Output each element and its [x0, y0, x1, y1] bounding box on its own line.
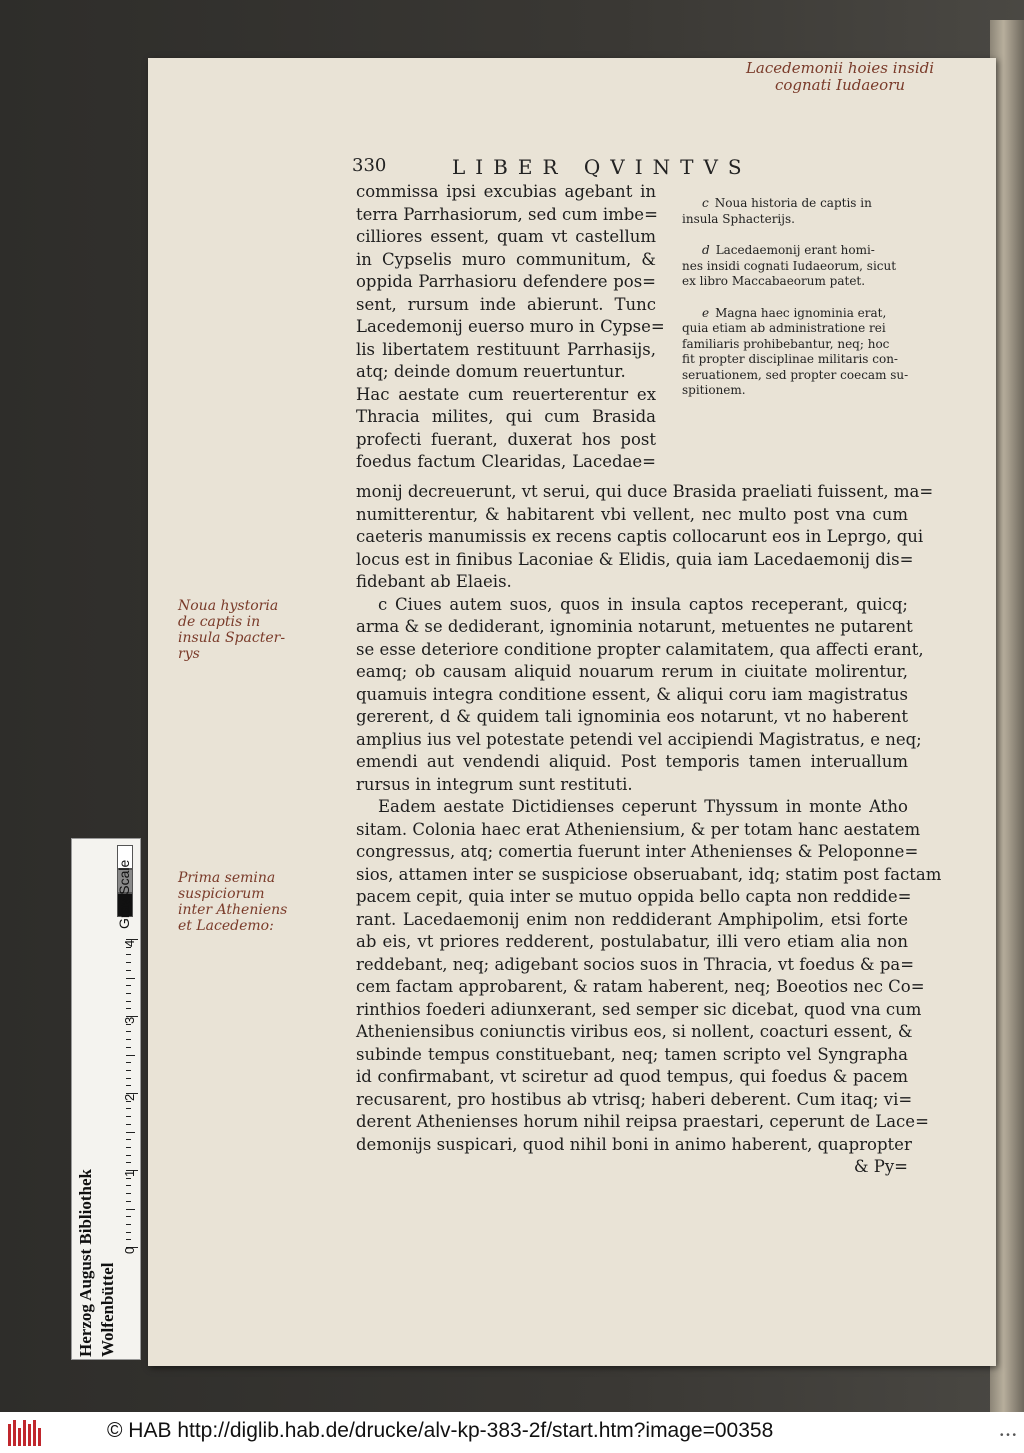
text-line: Thracia milites, qui cum Brasida	[356, 407, 656, 426]
note-marker: d	[702, 243, 710, 257]
gray-scale-label: Gray Scale	[116, 859, 132, 929]
note-text: Lacedaemonij erant homi-	[715, 243, 875, 257]
text-line: numitterentur, & habitarent vbi vellent, nec multo post vna cum	[356, 504, 908, 524]
ruler-tick	[126, 1031, 131, 1032]
ruler-tick	[126, 1001, 131, 1002]
note-text: quia etiam ab administratione rei	[682, 321, 886, 335]
marginal-note-c	[682, 196, 910, 227]
ruler-tick	[126, 1062, 131, 1063]
text-line: commissa ipsi excubias agebant in	[356, 182, 656, 201]
ruler-tick	[126, 1008, 131, 1009]
text-line: cem factam approbarent, & ratam haberent, neq; Boeotios nec Co=	[356, 977, 925, 996]
text-line: Lacedemonij euerso muro in Cypse=	[356, 317, 665, 336]
text-line: eamq; ob causam aliquid nouarum rerum in ciuitate molirentur,	[356, 662, 908, 681]
note-text: Magna haec ignominia erat,	[715, 305, 887, 320]
text-line: in Cypselis muro communitum, &	[356, 249, 656, 269]
ruler-tick	[126, 1232, 131, 1233]
text-line: profecti fuerant, duxerat hos post	[356, 429, 656, 449]
text-line: sios, attamen inter se suspiciose obseruabant, idq; statim post factam	[356, 864, 942, 884]
marginal-notes	[682, 196, 910, 415]
ruler-tick	[126, 985, 131, 986]
note-text: insula Sphacterijs.	[682, 211, 795, 226]
text-line: c Ciues autem suos, quos in insula captos receperant, quicq;	[378, 594, 908, 614]
library-name: Herzog August Bibliothek	[76, 1169, 95, 1357]
text-line: gererent, d & quidem tali ignominia eos notarunt, vt no haberent	[356, 707, 908, 726]
text-line: pacem cepit, quia inter se mutuo oppida bello capta non reddide=	[356, 887, 912, 906]
text-line: locus est in finibus Laconiae & Elidis, quia iam Lacedaemonij dis=	[356, 549, 914, 569]
note-text: ex libro Maccabaeorum patet.	[682, 274, 866, 288]
catchword: & Py=	[853, 1157, 908, 1176]
text-line: caeteris manumissis ex recens captis collocarunt eos in Leprgo, qui	[356, 527, 924, 546]
note-text: seruationem, sed propter coecam su-	[682, 367, 909, 382]
text-line: Eadem aestate Dictidienses ceperunt Thyssum in monte Atho	[378, 797, 908, 816]
text-line: quamuis integra conditione essent, & aliqui coru iam magistratus	[356, 684, 908, 704]
ruler-tick	[126, 978, 135, 979]
text-line: Hac aestate cum reuerterentur ex	[356, 384, 656, 404]
ruler-ticks	[110, 939, 138, 1269]
ruler-tick	[126, 962, 131, 963]
running-title: LIBER QVINTVS	[452, 155, 752, 179]
ruler-tick	[126, 1147, 131, 1148]
ruler-tick	[126, 1078, 131, 1079]
handwritten-margin-note-2	[178, 870, 348, 934]
text-line: cilliores essent, quam vt castellum	[356, 227, 656, 246]
text-line: terra Parrhasiorum, sed cum imbe=	[356, 204, 658, 224]
library-city: Wolfenbüttel	[98, 1262, 117, 1357]
text-line: Atheniensibus coniunctis viribus eos, si nollent, coacturi essent, &	[356, 1022, 913, 1041]
citation-link[interactable]: © HAB http://diglib.hab.de/drucke/alv-kp-383-2f/start.htm?image=00358	[107, 1419, 774, 1442]
note-text: spitionem.	[682, 383, 746, 397]
ruler-tick	[126, 1216, 131, 1217]
ruler-tick	[126, 1124, 131, 1125]
text-line: rursus in integrum sunt restituti.	[356, 774, 633, 794]
ruler-tick	[126, 993, 131, 994]
text-line: id confirmabant, vt sciretur ad quod tempus, qui foedus & pacem	[356, 1067, 908, 1086]
ruler-tick	[126, 954, 131, 955]
ruler-tick	[126, 1085, 131, 1086]
marginal-note-d	[682, 243, 910, 290]
text-line: derent Athenienses horum nihil reipsa praestari, ceperunt de Lace=	[356, 1112, 929, 1131]
note-text: nes insidi cognati Iudaeorum, sicut	[682, 258, 897, 273]
body-text-narrow-column	[356, 181, 665, 474]
ruler-tick	[126, 970, 131, 971]
ruler-tick	[126, 1155, 131, 1156]
ruler-tick	[126, 1201, 131, 1202]
ruler-tick	[126, 1178, 131, 1179]
handwritten-line: inter Atheniens	[178, 902, 288, 919]
ruler-tick	[126, 1116, 131, 1117]
text-line: congressus, atq; comertia fuerunt inter Athenienses & Peloponne=	[356, 842, 919, 861]
text-line: sitam. Colonia haec erat Atheniensium, & per totam hanc aestatem	[356, 819, 921, 839]
ruler-tick	[126, 1070, 131, 1071]
marginal-note-e	[682, 306, 910, 399]
text-line: rant. Lacedaemonij enim non reddiderant Amphipolim, etsi forte	[356, 909, 908, 929]
text-line: oppida Parrhasioru defendere pos=	[356, 272, 656, 291]
text-line: reddebant, neq; adigebant socios suos in Thracia, vt foedus & pa=	[356, 954, 915, 974]
ruler-tick	[126, 1108, 131, 1109]
text-line: fidebant ab Elaeis.	[356, 572, 512, 591]
text-line: ab eis, vt priores redderent, postulabatur, illi vero etiam alia non	[356, 932, 908, 951]
page-number: 330	[352, 155, 387, 176]
text-line: recusarent, pro hostibus ab vtrisq; haberi deberent. Cum itaq; vi=	[356, 1089, 913, 1109]
scale-ruler	[71, 838, 141, 1360]
text-line: demonijs suspicari, quod nihil boni in animo haberent, quapropter	[356, 1134, 912, 1154]
text-line: lis libertatem restituunt Parrhasijs,	[356, 339, 656, 359]
ruler-tick	[126, 1047, 131, 1048]
handwritten-note-top	[700, 60, 980, 95]
handwritten-line: et Lacedemo:	[178, 918, 274, 935]
ruler-tick	[126, 1224, 131, 1225]
handwritten-line: de captis in	[178, 614, 261, 631]
scale-number: 4	[122, 939, 137, 947]
running-header	[352, 155, 822, 181]
scale-number: 3	[122, 1016, 137, 1024]
ruler-tick	[126, 1209, 135, 1210]
handwritten-line: Prima semina	[178, 870, 276, 886]
text-line: amplius ius vel potestate petendi vel accipiendi Magistratus, e neq;	[356, 729, 922, 749]
ruler-tick	[126, 1139, 131, 1140]
ruler-tick	[126, 1055, 135, 1056]
note-marker: c	[702, 196, 709, 210]
note-text: Noua historia de captis in	[714, 196, 872, 210]
ruler-tick	[126, 1162, 131, 1163]
note-text: familiaris prohibebantur, neq; hoc	[682, 336, 890, 351]
handwritten-line: Noua hystoria	[178, 598, 279, 614]
text-line: rinthios foederi adiunxerant, sed semper sic dicebat, quod vna cum	[356, 999, 922, 1019]
body-text-full-width	[356, 481, 942, 1179]
ruler-tick	[126, 1185, 131, 1186]
ruler-tick	[126, 1039, 131, 1040]
scale-number: 1	[122, 1169, 137, 1177]
text-line: monij decreuerunt, vt serui, qui duce Brasida praeliati fuissent, ma=	[356, 482, 934, 501]
ruler-tick	[126, 1193, 131, 1194]
note-text: fit propter disciplinae militaris con-	[682, 352, 898, 366]
ruler-tick	[126, 1132, 135, 1133]
handwritten-line: suspiciorum	[178, 886, 265, 903]
handwritten-line: Lacedemonii hoies insidi	[745, 59, 935, 77]
citation-footer	[0, 1412, 1024, 1453]
text-line: arma & se dediderant, ignominia notarunt, metuentes ne putarent	[356, 617, 913, 636]
text-line: foedus factum Clearidas, Lacedae=	[356, 452, 656, 471]
handwritten-line: cognati Iudaeoru	[774, 76, 906, 95]
ruler-tick	[126, 1239, 131, 1240]
note-marker: e	[702, 305, 710, 320]
text-line: atq; deinde domum reuertuntur.	[356, 362, 626, 381]
text-line: emendi aut vendendi aliquid. Post temporis tamen interuallum	[356, 752, 908, 771]
scale-number: 0	[122, 1246, 137, 1254]
text-line: sent, rursum inde abierunt. Tunc	[356, 294, 656, 314]
dots-icon: • • •	[999, 1430, 1016, 1441]
scale-number: 2	[122, 1093, 137, 1101]
handwritten-margin-note-1	[178, 598, 348, 662]
handwritten-line: insula Spacter-	[178, 630, 286, 647]
text-line: se esse deteriore conditione propter calamitatem, qua affecti erant,	[356, 639, 924, 659]
hab-logo-icon	[8, 1420, 44, 1446]
text-line: subinde tempus constituebant, neq; tamen scripto vel Syngrapha	[356, 1044, 908, 1064]
handwritten-line: rys	[178, 646, 200, 663]
